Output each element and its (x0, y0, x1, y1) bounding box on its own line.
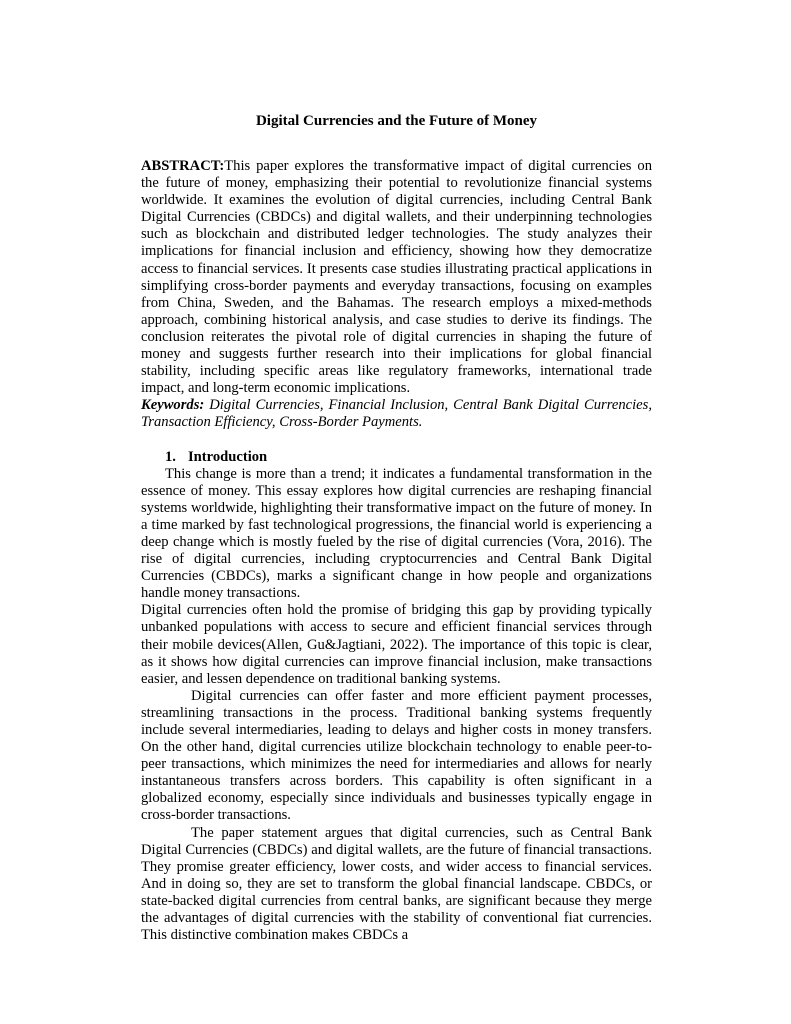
section-number: 1. (165, 448, 176, 465)
intro-paragraph-4: The paper statement argues that digital currencies, such as Central Bank Digital Currencies (CBDCs) and digital wallets, are the future of financial transactions. They promise greater efficiency, lower costs, and wider access to financial services. And in doing so, they are set to transform the global financial landscape. CBDCs, or state-backed digital currencies from central banks, are significant because they merge the advantages of digital currencies with the stability of conventional fiat currencies. This distinctive combination makes CBDCs a (141, 824, 652, 944)
intro-paragraph-2: Digital currencies often hold the promise of bridging this gap by providing typically unbanked populations with access to secure and efficient financial services through their mobile devices(Allen, Gu&Jagtiani, 2022). The importance of this topic is clear, as it shows how digital currencies can improve financial inclusion, make transactions easier, and lessen dependence on traditional banking systems. (141, 602, 652, 687)
keywords-paragraph (141, 397, 652, 431)
section-heading-introduction (141, 449, 652, 466)
abstract-text: This paper explores the transformative impact of digital currencies on the future of money, emphasizing their potential to revolutionize financial systems worldwide. It examines the evolution of digital currencies, including Central Bank Digital Currencies (CBDCs) and digital wallets, and their underpinning technologies such as blockchain and distributed ledger technologies. The study analyzes their implications for financial inclusion and efficiency, showing how they democratize access to financial services. It presents case studies illustrating practical applications in simplifying cross-border payments and everyday transactions, focusing on examples from China, Sweden, and the Bahamas. The research employs a mixed-methods approach, combining historical analysis, and case studies to derive its findings. The conclusion reiterates the pivotal role of digital currencies in shaping the future of money and suggests further research into their implications for global financial stability, including specific areas like regulatory frameworks, international trade impact, and long-term economic implications. (141, 158, 652, 397)
keywords-text: Digital Currencies, Financial Inclusion, Central Bank Digital Currencies, Transaction Efficiency, Cross-Border Payments. (141, 397, 652, 431)
section-heading-label: Introduction (187, 448, 268, 465)
intro-paragraph-3: Digital currencies can offer faster and more efficient payment processes, streamlining transactions in the process. Traditional banking systems frequently include several intermediaries, leading to delays and higher costs in money transfers. On the other hand, digital currencies utilize blockchain technology to enable peer-to-peer transactions, which minimizes the need for intermediaries and allows for nearly instantaneous transfers across borders. This capability is often significant in a globalized economy, especially since individuals and businesses typically engage in cross-border transactions. (141, 687, 652, 824)
abstract-paragraph (141, 158, 652, 397)
page-title: Digital Currencies and the Future of Money (255, 113, 538, 129)
keywords-label: Keywords: (141, 397, 205, 414)
abstract-label: ABSTRACT: (141, 158, 225, 174)
intro-paragraph-1: This change is more than a trend; it indicates a fundamental transformation in the essence of money. This essay explores how digital currencies are reshaping financial systems worldwide, highlighting their transformative impact on the future of money. In a time marked by fast technological progressions, the financial world is experiencing a deep change which is mostly fueled by the rise of digital currencies (Vora, 2016). The rise of digital currencies, including cryptocurrencies and Central Bank Digital Currencies (CBDCs), marks a significant change in how people and organizations handle money transactions. (141, 465, 652, 602)
